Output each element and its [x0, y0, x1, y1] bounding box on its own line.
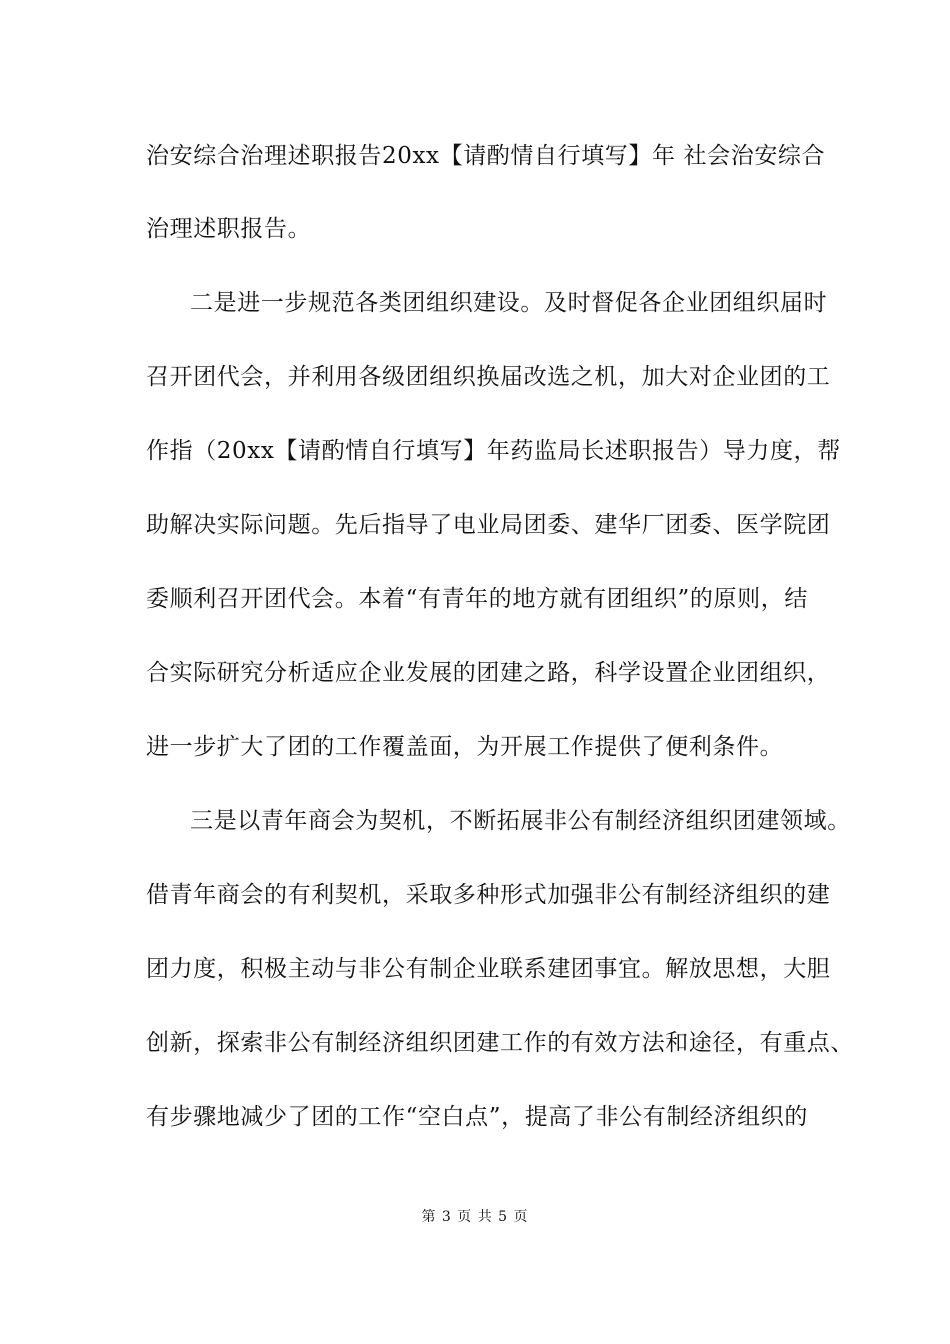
text-line: 助解决实际问题。先后指导了电业局团委、建华厂团委、医学院团: [146, 512, 831, 538]
text-line: 作指（20xx【请酌情自行填写】年药监局长述职报告）导力度，帮: [146, 438, 841, 464]
text-line: 治理述职报告。: [146, 216, 312, 242]
paragraph-first-line: 二是进一步规范各类团组织建设。及时督促各企业团组织届时: [190, 290, 828, 316]
text-line: 有步骤地减少了团的工作“空白点”，提高了非公有制经济组织的: [146, 1104, 808, 1130]
text-line: 借青年商会的有利契机，采取多种形式加强非公有制经济组织的建: [146, 882, 831, 908]
paragraph-first-line: 三是以青年商会为契机，不断拓展非公有制经济组织团建领域。: [190, 808, 851, 834]
text-line: 委顺利召开团代会。本着“有青年的地方就有团组织”的原则，结: [146, 586, 808, 612]
text-line: 召开团代会，并利用各级团组织换届改选之机，加大对企业团的工: [146, 364, 831, 390]
text-line: 创新，探索非公有制经济组织团建工作的有效方法和途径，有重点、: [146, 1030, 854, 1056]
page-number-footer: 第 3 页 共 5 页: [421, 1209, 529, 1225]
text-line: 治安综合治理述职报告20xx【请酌情自行填写】年 社会治安综合: [146, 143, 826, 169]
text-line: 团力度，积极主动与非公有制企业联系建团事宜。解放思想，大胆: [146, 956, 831, 982]
text-line: 合实际研究分析适应企业发展的团建之路，科学设置企业团组织，: [146, 660, 831, 686]
text-line: 进一步扩大了团的工作覆盖面，为开展工作提供了便利条件。: [146, 734, 784, 760]
